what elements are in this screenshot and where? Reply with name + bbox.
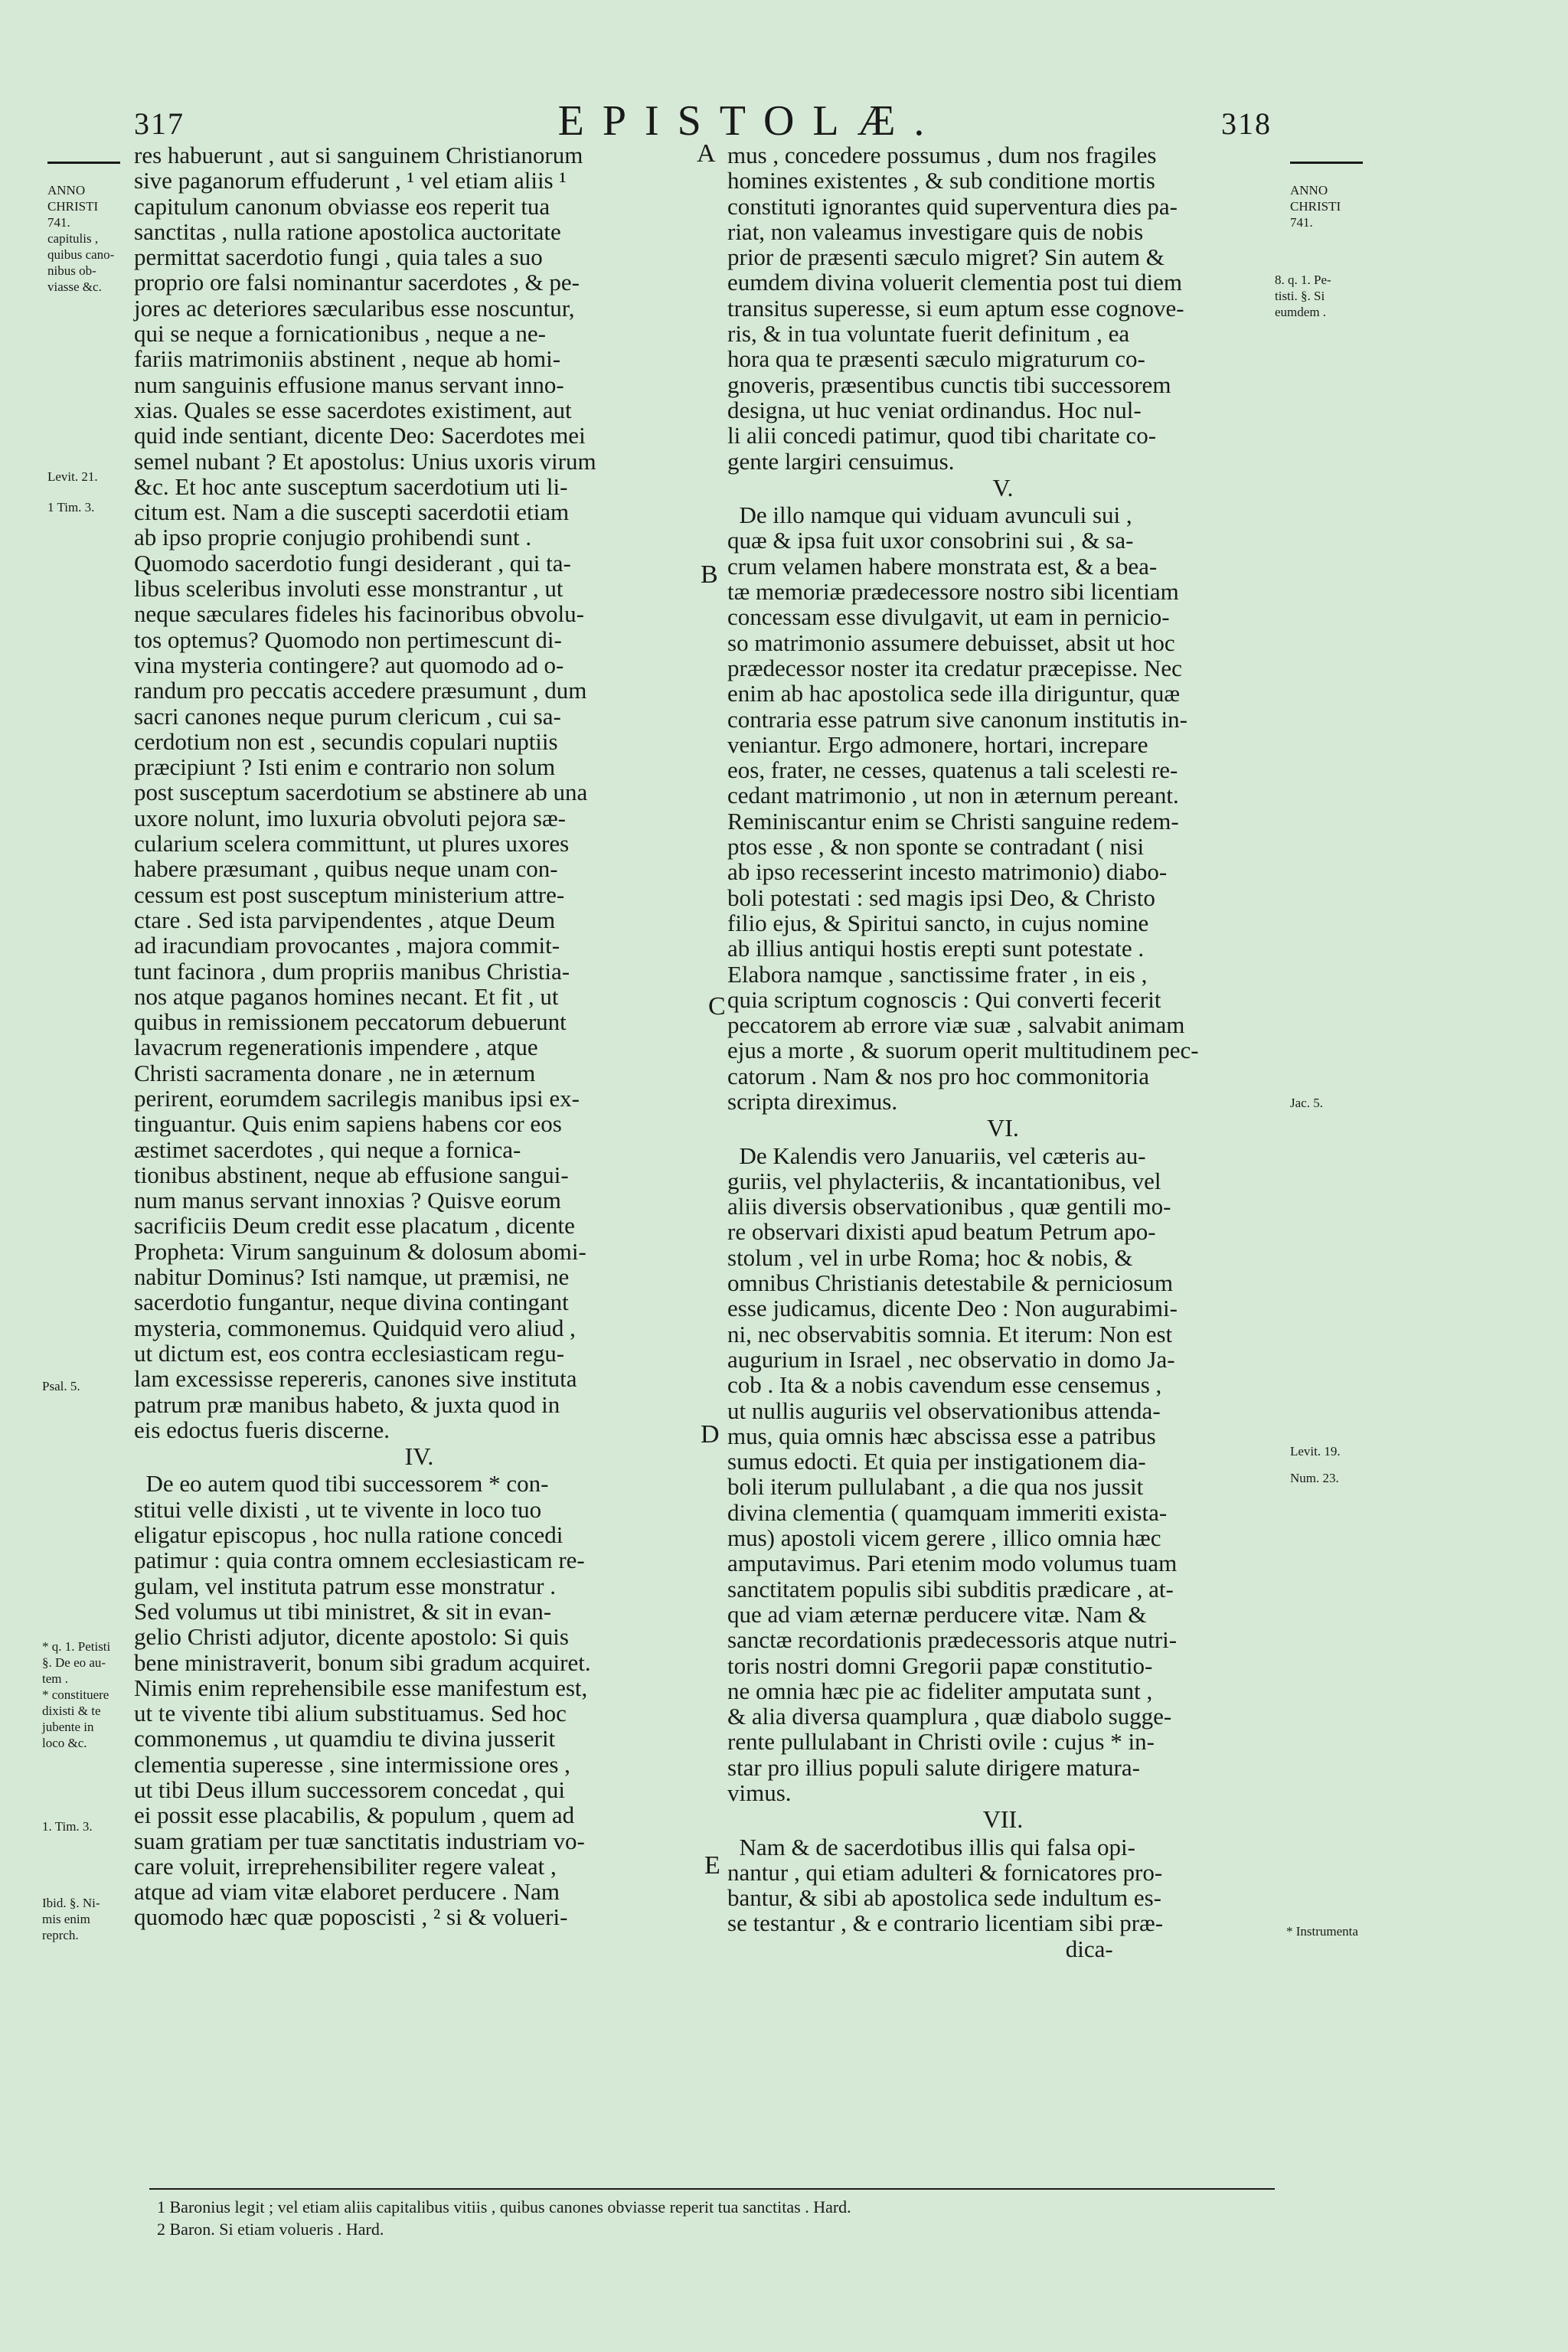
sidenote: Psal. 5. [42, 1379, 80, 1393]
sidenote: Jac. 5. [1290, 1096, 1323, 1110]
text-line: &c. Et hoc ante susceptum sacerdotium uti li- [134, 472, 568, 500]
text-line: habere præsumant , quibus neque unam con- [134, 855, 558, 883]
text-line: tinguantur. Quis enim sapiens habens cor eos [134, 1110, 562, 1138]
text-line: ni, nec observabitis somnia. Et iterum: Non est [727, 1320, 1173, 1348]
text-line: clementia superesse , sine intermissione ores , [134, 1750, 570, 1778]
text-line: libus sceleribus involuti esse monstrantur , ut [134, 575, 564, 603]
text-line: perirent, eorumdem sacrilegis manibus ipsi ex- [134, 1084, 580, 1112]
text-line: uxore nolunt, imo luxuria obvoluti pejora sæ- [134, 804, 566, 831]
text-line: sacri canones neque purum clericum , cui sa- [134, 702, 561, 730]
text-line: neque sæculares fideles his facinoribus obvolu- [134, 600, 584, 628]
sidenote: Levit. 19. [1290, 1444, 1341, 1459]
footnote: 1 Baronius legit ; vel etiam aliis capitalibus vitiis , quibus canones obviasse reperit tua sanctitas . Hard. [157, 2197, 851, 2216]
text-line: ctare . Sed ista parvipendentes , atque Deum [134, 906, 556, 933]
text-line: crum velamen habere monstrata est, & a bea- [727, 552, 1158, 580]
text-line: mysteria, commonemus. Quidquid vero aliud , [134, 1314, 576, 1341]
text-line: num sanguinis effusione manus servant inno- [134, 371, 564, 398]
text-line: quid inde sentiant, dicente Deo: Sacerdotes mei [134, 422, 586, 449]
text-line: gente largiri censuimus. [727, 447, 955, 475]
text-line: rente pullulabant in Christi ovile : cujus * in- [727, 1728, 1155, 1756]
text-line: prior de præsenti sæculo migret? Sin autem & [727, 243, 1165, 271]
text-line: augurium in Israel , nec observatio in domo Ja- [727, 1345, 1175, 1373]
text-line: mus, quia omnis hæc abscissa esse a patribus [727, 1422, 1156, 1449]
text-line: ne omnia hæc pie ac fideliter amputata sunt , [727, 1677, 1153, 1704]
text-line: quia scriptum cognoscis : Qui converti fecerit [727, 985, 1161, 1013]
text-line: tos optemus? Quomodo non pertimescunt di- [134, 626, 562, 653]
text-line: boli potestati : sed magis ipsi Deo, & Christo [727, 884, 1155, 911]
text-line: re observari dixisti apud beatum Petrum apo- [727, 1218, 1156, 1246]
text-line: transitus superesse, si eum aptum esse cognove- [727, 294, 1184, 322]
sidenote: Ibid. §. Ni- mis enim reprch. [42, 1896, 100, 1942]
text-line: contraria esse patrum sive canonum institutis in- [727, 705, 1187, 733]
right-column [727, 142, 1279, 1962]
text-line: cularium scelera committunt, ut plures uxores [134, 830, 570, 858]
sidenote: * Instrumenta [1286, 1924, 1358, 1939]
text-line: Christi sacramenta donare , ne in æternum [134, 1059, 536, 1086]
text-line: præcipiunt ? Isti enim e contrario non solum [134, 753, 556, 781]
text-line: gulam, vel instituta patrum esse monstratur . [134, 1572, 557, 1599]
text-line: tionibus abstinent, neque ab effusione sangui- [134, 1161, 569, 1188]
text-line: sacerdotio fungantur, neque divina contingant [134, 1289, 569, 1316]
text-line: peccatorem ab errore viæ suæ , salvabit animam [727, 1011, 1185, 1039]
text-line: ad iracundiam provocantes , majora commit- [134, 932, 560, 959]
text-line: concessam esse divulgavit, ut eam in pernicio- [727, 603, 1170, 631]
page-number-right: 318 [1221, 106, 1272, 141]
text-line: quomodo hæc quæ poposcisti , ² si & volueri- [134, 1903, 568, 1931]
section-letter: D [701, 1420, 720, 1449]
text-line: vimus. [727, 1779, 792, 1806]
text-line: eligatur episcopus , hoc nulla ratione concedi [134, 1521, 564, 1549]
text-line: catorum . Nam & nos pro hoc commonitoria [727, 1062, 1149, 1089]
text-line: tæ memoriæ prædecessore nostro sibi licentiam [727, 578, 1179, 606]
text-line: cerdotium non est , secundis copulari nuptiis [134, 727, 558, 755]
text-line: nos atque paganos homines necant. Et fit , ut [134, 982, 559, 1010]
text-line: aliis diversis observationibus , quæ gentili mo- [727, 1193, 1171, 1220]
page-number-left: 317 [134, 106, 185, 141]
margin-rule-left [47, 162, 120, 164]
text-line: sumus edocti. Et quia per instigationem dia- [727, 1448, 1146, 1475]
text-line: esse judicamus, dicente Deo : Non augurabimi- [727, 1295, 1178, 1322]
running-title: EPISTOLÆ. [557, 97, 943, 145]
text-line: gelio Christi adjutor, dicente apostolo: Si quis [134, 1623, 569, 1651]
text-line: ut dictum est, eos contra ecclesiasticam regu- [134, 1339, 565, 1367]
text-line: hora qua te præsenti sæculo migraturum co- [727, 345, 1145, 373]
text-line: ei possit esse placabilis, & populum , quem ad [134, 1802, 575, 1829]
text-line: Nimis enim reprehensibile esse manifestum est, [134, 1674, 588, 1701]
text-line: ejus a morte , & suorum operit multitudinem pec- [727, 1037, 1199, 1064]
text-line: sanctitas , nulla ratione apostolica auctoritate [134, 217, 561, 245]
text-line: care voluit, irreprehensibiliter regere valeat , [134, 1852, 557, 1880]
text-line: Elabora namque , sanctissime frater , in eis , [727, 960, 1148, 988]
text-line: Nam & de sacerdotibus illis qui falsa opi- [727, 1833, 1135, 1860]
margin-rule-right [1290, 162, 1363, 164]
text-line: scripta direximus. [727, 1087, 898, 1115]
text-line: sacrificiis Deum credit esse placatum , dicente [134, 1212, 575, 1240]
footnote: 2 Baron. Si etiam volueris . Hard. [157, 2220, 384, 2239]
text-line: stolum , vel in urbe Roma; hoc & nobis, & [727, 1243, 1133, 1271]
text-line: proprio ore falsi nominantur sacerdotes , & pe- [134, 269, 580, 296]
text-line: Sed volumus ut tibi ministret, & sit in evan- [134, 1597, 552, 1625]
text-line: toris nostri domni Gregorii papæ constitutio- [727, 1651, 1153, 1679]
text-line: num manus servant innoxias ? Quisve eorum [134, 1187, 561, 1214]
sidenote: ANNO CHRISTI 741. [1290, 183, 1341, 230]
text-line: so matrimonio assumere debuisset, absit ut hoc [727, 629, 1175, 656]
text-line: enim ab hac apostolica sede illa diriguntur, quæ [727, 680, 1181, 707]
text-line: patimur : quia contra omnem ecclesiasticam re- [134, 1547, 585, 1574]
section-letter: A [697, 139, 716, 168]
text-line: vina mysteria contingere? aut quomodo ad o- [134, 651, 564, 678]
text-line: veniantur. Ergo admonere, hortari, increpare [727, 730, 1148, 758]
text-line: bene ministraverit, bonum sibi gradum acquiret. [134, 1648, 591, 1676]
text-line: ab illius antiqui hostis erepti sunt potestate . [727, 935, 1145, 962]
sidenote: 1. Tim. 3. [42, 1819, 93, 1834]
text-line: xias. Quales se esse sacerdotes existiment, aut [134, 396, 572, 423]
text-line: divina clementia ( quamquam immeriti exista- [727, 1498, 1168, 1526]
text-line: & alia diversa quamplura , quæ diabolo sugge- [727, 1703, 1172, 1730]
text-line: jores ac deteriores sæcularibus esse noscuntur, [134, 294, 575, 322]
footnote-rule [149, 2188, 1275, 2190]
text-line: bantur, & sibi ab apostolica sede indultum es- [727, 1884, 1161, 1912]
text-line: atque ad viam vitæ elaboret perducere . Nam [134, 1878, 560, 1906]
text-line: ris, & in tua voluntate fuerit definitum , ea [727, 320, 1130, 348]
text-line: De eo autem quod tibi successorem * con- [134, 1470, 549, 1498]
text-line: nantur , qui etiam adulteri & fornicatores pro- [727, 1858, 1163, 1886]
text-line: ut te vivente tibi alium substituamus. Sed hoc [134, 1700, 567, 1727]
text-line: Quomodo sacerdotio fungi desiderant , qui ta- [134, 549, 571, 577]
text-line: ut tibi Deus illum successorem concedat , qui [134, 1776, 566, 1803]
text-line: constituti ignorantes quid superventura dies pa- [727, 192, 1178, 220]
text-line: se testantur , & e contrario licentiam sibi præ- [727, 1909, 1164, 1937]
text-line: qui se neque a fornicationibus , neque a ne- [134, 320, 547, 348]
text-line: mus , concedere possumus , dum nos fragiles [727, 142, 1157, 168]
text-line: sanctitatem populis sibi subditis prædicare , at- [727, 1575, 1174, 1602]
footnotes [157, 2196, 1305, 2240]
text-line: guriis, vel phylacteriis, & incantationibus, vel [727, 1167, 1161, 1194]
text-line: lavacrum regenerationis impendere , atque [134, 1034, 538, 1061]
text-line: homines existentes , & sub conditione mortis [727, 167, 1155, 194]
text-line: quæ & ipsa fuit uxor consobrini sui , & sa- [727, 527, 1134, 554]
text-line: prædecessor noster ita credatur præcepisse. Nec [727, 654, 1182, 681]
text-line: suam gratiam per tuæ sanctitatis industriam vo- [134, 1827, 585, 1854]
text-line: tunt facinora , dum propriis manibus Christia- [134, 957, 570, 985]
text-line: ut nullis auguriis vel observationibus attenda- [727, 1396, 1161, 1424]
text-line: Reminiscantur enim se Christi sanguine redem- [727, 807, 1179, 835]
text-line: randum pro peccatis accedere præsumunt , dum [134, 677, 587, 704]
text-line: riat, non valeamus investigare quis de nobis [727, 217, 1144, 245]
text-line: æstimet sacerdotes , qui neque a fornica- [134, 1135, 521, 1163]
text-line: eumdem divina voluerit clementia post tui diem [727, 269, 1183, 296]
text-line: De illo namque qui viduam avunculi sui , [727, 501, 1132, 529]
text-line: permittat sacerdotio fungi , quia tales a suo [134, 243, 543, 271]
text-line: patrum præ manibus habeto, & juxta quod in [134, 1390, 560, 1418]
section-letter: B [701, 560, 718, 589]
text-line: sanctæ recordationis prædecessoris atque nutri- [727, 1626, 1178, 1654]
text-line: commonemus , ut quamdiu te divina jusserit [134, 1725, 556, 1753]
text-line: star pro illius populi salute dirigere matura- [727, 1753, 1140, 1781]
text-line: cob . Ita & a nobis cavendum esse censemus , [727, 1371, 1162, 1399]
text-line: capitulum canonum obviasse eos reperit tua [134, 192, 550, 220]
sidenote: Levit. 21. [47, 469, 98, 484]
text-line: semel nubant ? Et apostolus: Unius uxoris virum [134, 447, 596, 475]
text-line: lam excessisse repereris, canones sive instituta [134, 1365, 577, 1393]
text-line: que ad viam æternæ perducere vitæ. Nam & [727, 1600, 1147, 1628]
sidenote: 8. q. 1. Pe- tisti. §. Si eumdem . [1275, 273, 1331, 319]
text-line: res habuerunt , aut si sanguinem Christianorum [134, 142, 583, 168]
left-column [134, 142, 704, 1930]
text-line: dica- [727, 1935, 1113, 1962]
text-line: omnibus Christianis detestabile & perniciosum [727, 1269, 1174, 1297]
text-line: cessum est post susceptum ministerium attre- [134, 880, 565, 908]
sidenote: Num. 23. [1290, 1471, 1339, 1485]
text-line: Propheta: Virum sanguinum & dolosum abomi- [134, 1237, 586, 1265]
text-line: sive paganorum effuderunt , ¹ vel etiam aliis ¹ [134, 167, 567, 194]
section-heading: VI. [987, 1114, 1019, 1142]
text-line: post susceptum sacerdotium se abstinere ab una [134, 779, 588, 806]
text-line: filio ejus, & Spiritui sancto, in cujus nomine [727, 909, 1149, 936]
text-line: De Kalendis vero Januariis, vel cæteris au- [727, 1142, 1146, 1169]
text-line: amputavimus. Pari etenim modo volumus tuam [727, 1550, 1178, 1577]
sidenote: ANNO CHRISTI 741. capitulis , quibus cano- nibus ob- viasse &c. [47, 183, 115, 294]
text-line: citum est. Nam a die suscepti sacerdotii etiam [134, 498, 570, 526]
text-line: ab ipso recesserint incesto matrimonio) diabo- [727, 858, 1168, 886]
text-line: nabitur Dominus? Isti namque, ut præmisi, ne [134, 1263, 570, 1291]
text-line: gnoveris, præsentibus cunctis tibi successorem [727, 371, 1171, 398]
text-line: boli iterum pullulabant , a die qua nos jussit [727, 1473, 1144, 1501]
section-heading: VII. [982, 1805, 1024, 1834]
text-line: fariis matrimoniis abstinent , neque ab homi- [134, 345, 561, 373]
text-line: li alii concedi patimur, quod tibi charitate co- [727, 422, 1157, 449]
text-line: eis edoctus fueris discerne. [134, 1416, 390, 1443]
sidenote: 1 Tim. 3. [47, 500, 95, 514]
text-line: stitui velle dixisti , ut te vivente in loco tuo [134, 1495, 542, 1523]
sidenote: * q. 1. Petisti §. De eo au- tem . * constituere dixisti & te jubente in loco &c. [42, 1639, 111, 1750]
text-line: quibus in remissionem peccatorum debuerunt [134, 1008, 567, 1036]
text-line: ptos esse , & non sponte se contradant ( nisi [727, 833, 1145, 861]
section-letter: E [704, 1851, 720, 1880]
section-letter: C [708, 992, 726, 1021]
text-line: designa, ut huc veniat ordinandus. Hoc nul- [727, 396, 1142, 423]
text-line: mus) apostoli vicem gerere , illico omnia hæc [727, 1524, 1161, 1552]
section-heading: IV. [404, 1442, 434, 1471]
section-heading: V. [992, 473, 1014, 501]
text-line: eos, frater, ne cesses, quatenus a tali scelesti re- [727, 756, 1178, 784]
text-line: ab ipso proprie conjugio prohibendi sunt . [134, 524, 532, 551]
text-line: cedant matrimonio , ut non in æternum pereant. [727, 782, 1179, 809]
